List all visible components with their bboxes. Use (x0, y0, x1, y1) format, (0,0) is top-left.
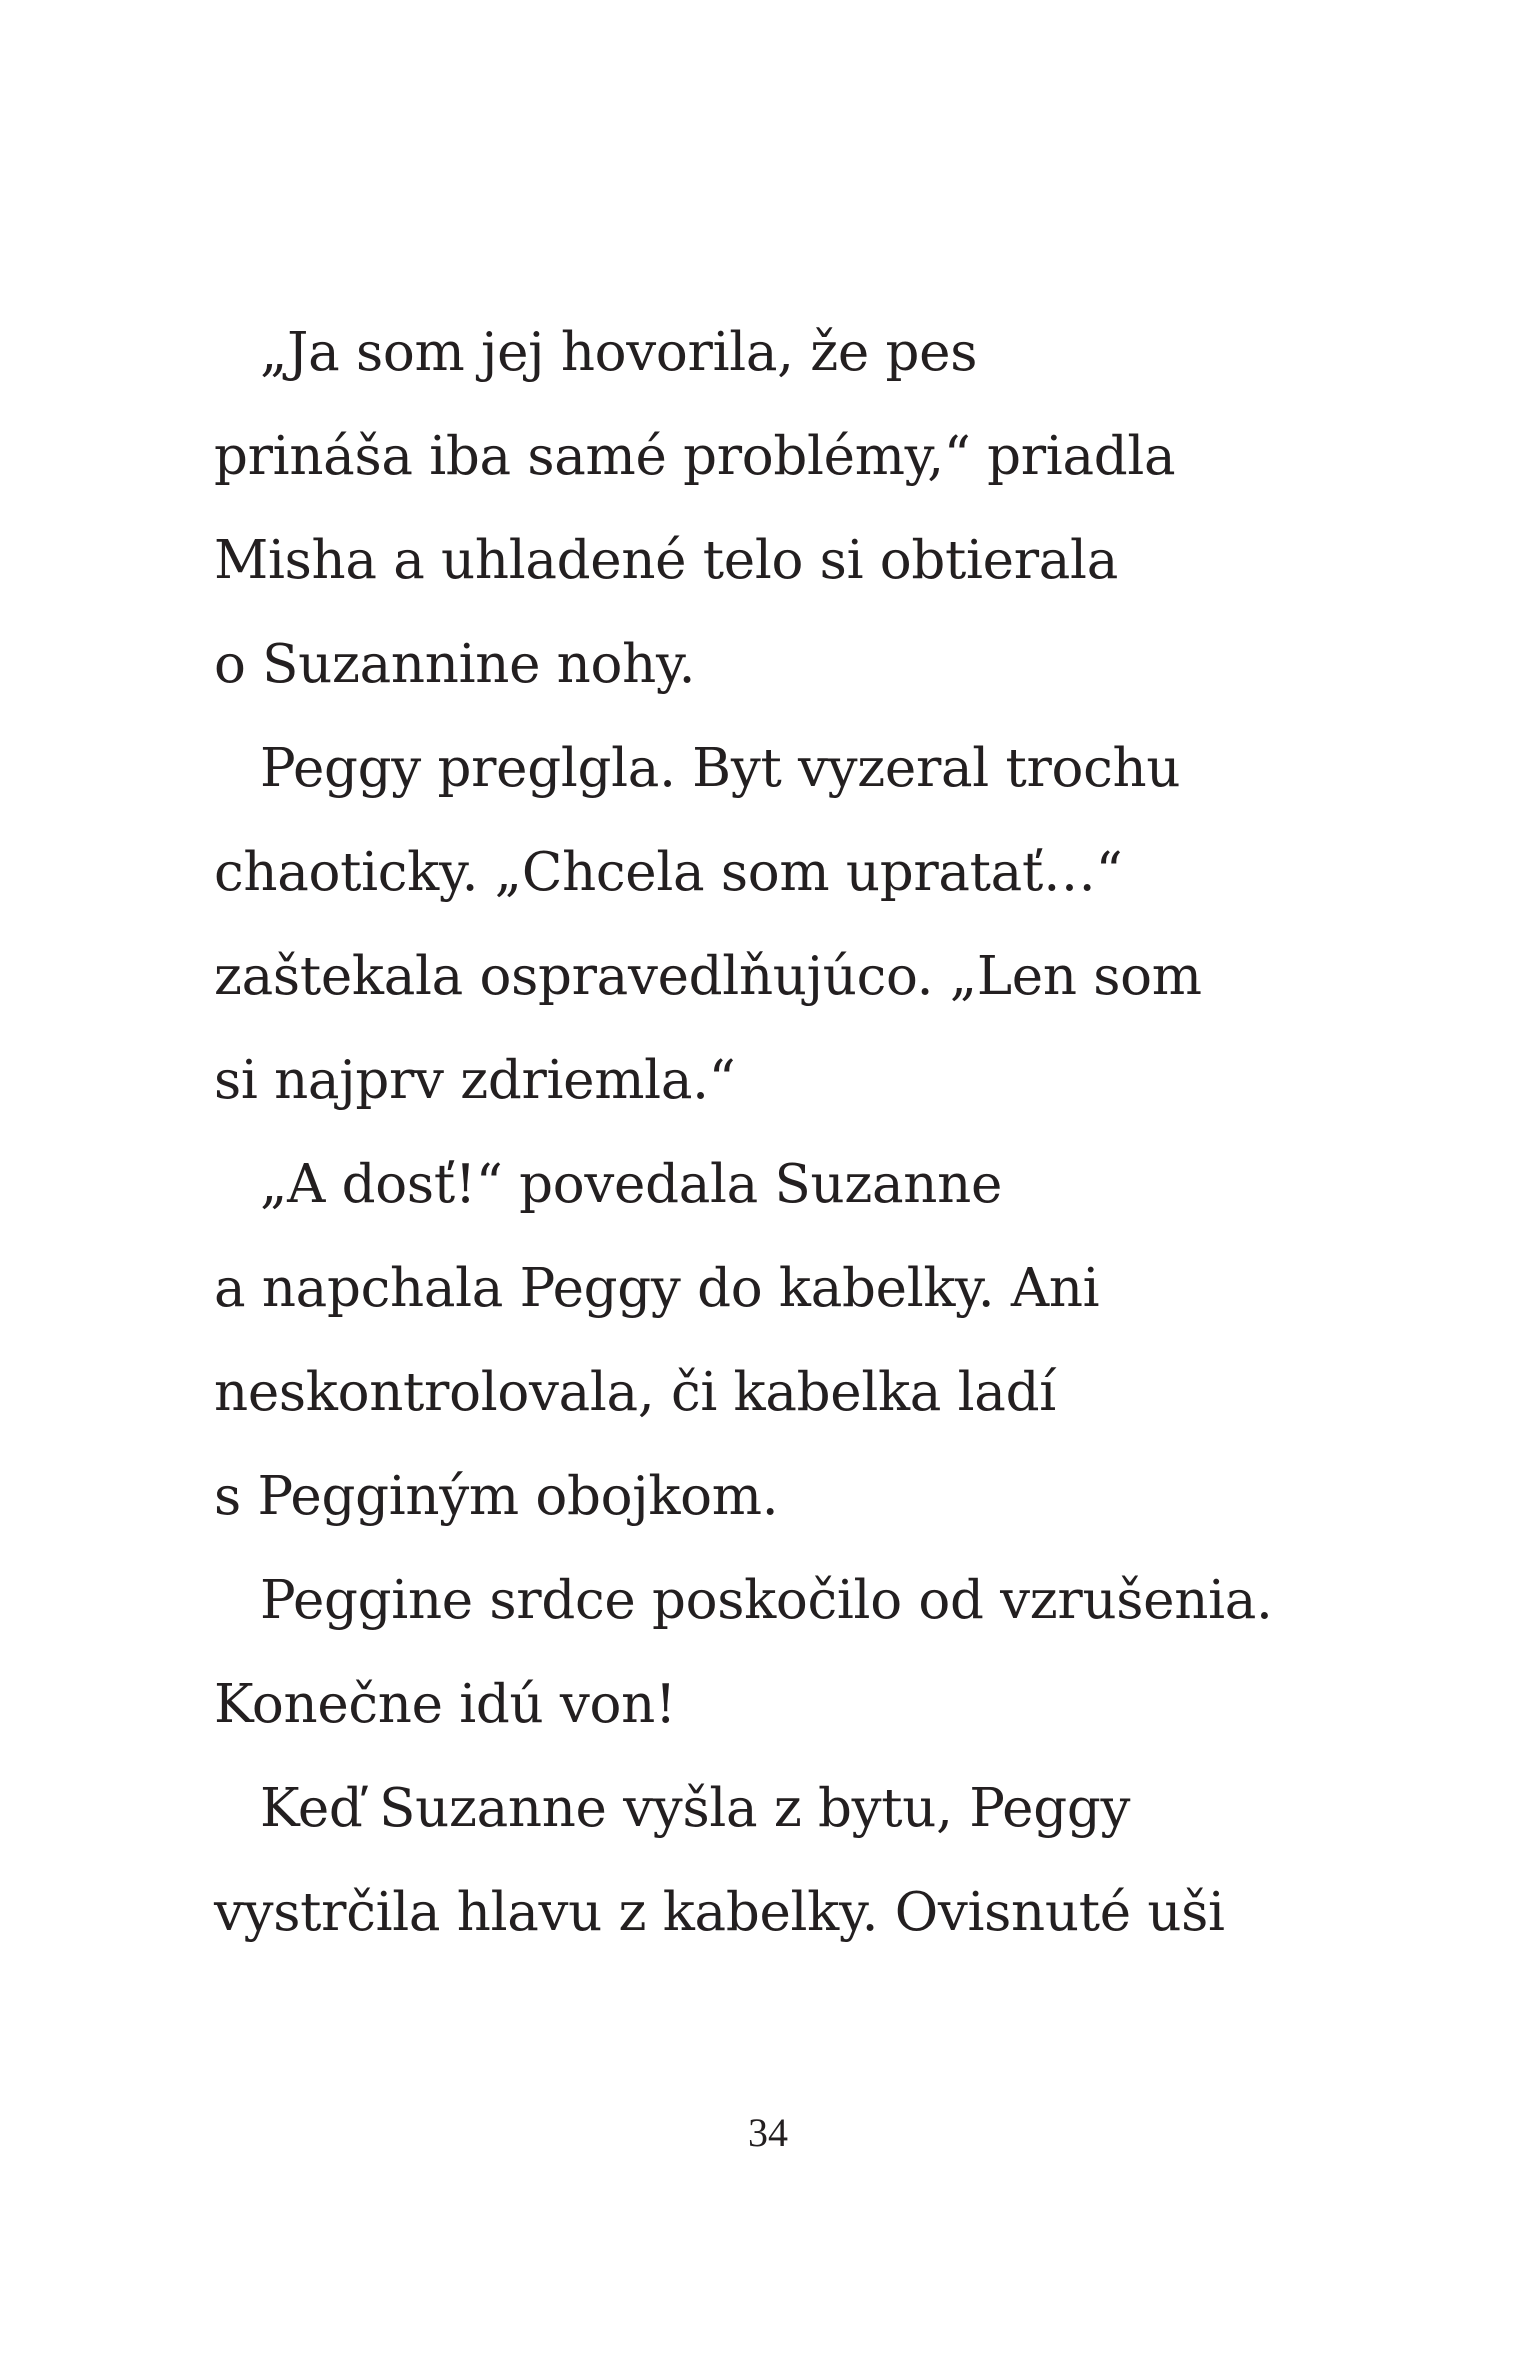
text-line: prináša iba samé problémy,“ priadla (214, 426, 1176, 487)
text-line: vystrčila hlavu z kabelky. Ovisnuté uši (214, 1882, 1225, 1943)
text-line: Peggine srdce poskočilo od vzrušenia. (260, 1570, 1273, 1631)
text-line: chaoticky. „Chcela som upratať…“ (214, 842, 1123, 903)
text-line: „A dosť!“ povedala Suzanne (260, 1154, 1003, 1215)
text-line: si najprv zdriemla.“ (214, 1050, 736, 1111)
text-line: neskontrolovala, či kabelka ladí (214, 1362, 1056, 1423)
text-line: o Suzannine nohy. (214, 634, 696, 695)
text-line: Konečne idú von! (214, 1674, 676, 1735)
page-number: 34 (748, 2110, 788, 2155)
text-line: a napchala Peggy do kabelky. Ani (214, 1258, 1100, 1319)
text-line: Keď Suzanne vyšla z bytu, Peggy (260, 1778, 1131, 1839)
body-text (214, 318, 1324, 1982)
text-line: „Ja som jej hovorila, že pes (260, 322, 978, 383)
text-line: zaštekala ospravedlňujúco. „Len som (214, 946, 1202, 1007)
text-line: s Pegginým obojkom. (214, 1466, 779, 1527)
text-line: Misha a uhladené telo si obtierala (214, 530, 1118, 591)
text-line: Peggy preglgla. Byt vyzeral trochu (260, 738, 1181, 799)
